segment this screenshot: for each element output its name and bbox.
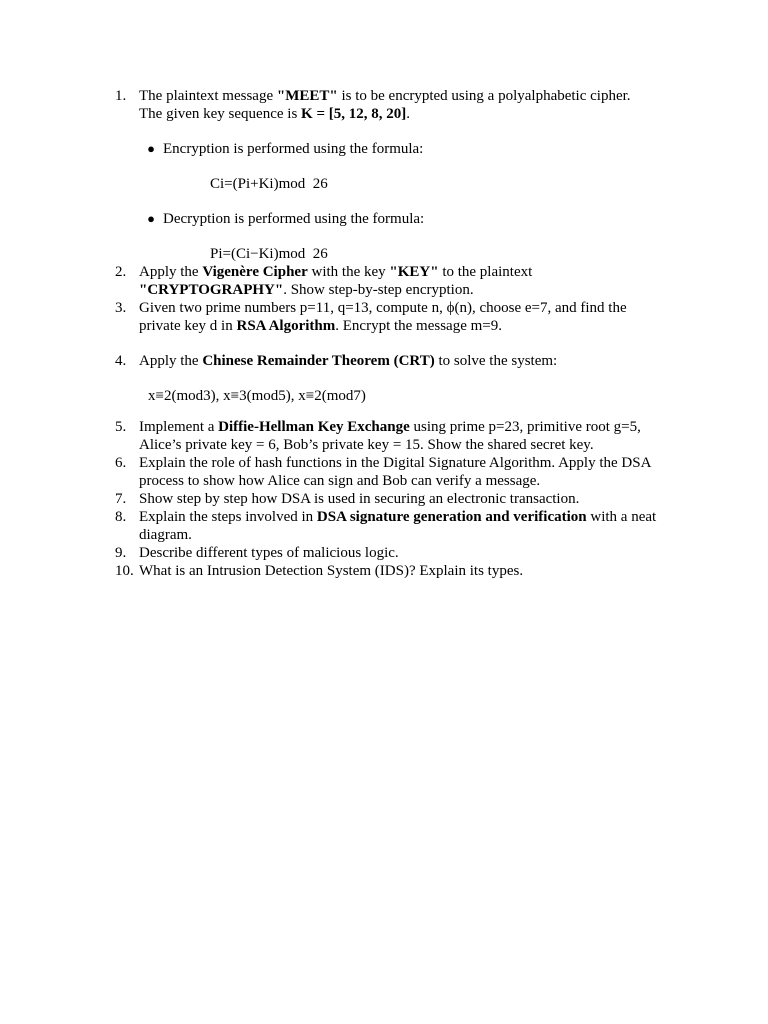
formula: Pi=(Ci−Ki)mod 26 (210, 246, 328, 262)
item-number: 2. (115, 264, 127, 280)
list-item (115, 299, 695, 335)
bullet-item: ● Decryption is performed using the formula: (139, 210, 695, 228)
item-text: Show step by step how DSA is used in securing an electronic transaction. (139, 491, 580, 507)
item-number: 4. (115, 353, 127, 369)
bullet-icon: ● (147, 211, 155, 226)
item-text: What is an Intrusion Detection System (IDS)? Explain its types. (139, 563, 524, 579)
item-text: Explain the steps involved in DSA signature generation and verification with a neat diagram. (139, 509, 657, 543)
text-line: The plaintext message "MEET" is to be encrypted using a polyalphabetic cipher. (139, 88, 631, 104)
item-number: 3. (115, 300, 127, 316)
bullet-icon: ● (147, 141, 155, 156)
list-item (115, 508, 695, 544)
item-text: Apply the Vigenère Cipher with the key "KEY" to the plaintext "CRYPTOGRAPHY". Show step-by-step encryption. (139, 264, 533, 298)
list-item (115, 490, 695, 508)
list-item (115, 263, 695, 299)
item-text: Implement a Diffie-Hellman Key Exchange using prime p=23, primitive root g=5, Alice’s private key = 6, Bob’s private key = 15. Show the shared secret key. (139, 419, 641, 453)
item-text: Given two prime numbers p=11, q=13, compute n, ϕ(n), choose e=7, and find the private key d in RSA Algorithm. Encrypt the message m=9. (139, 300, 627, 334)
question-list (115, 87, 695, 580)
item-text: Apply the Chinese Remainder Theorem (CRT) to solve the system: (139, 353, 558, 369)
item-number: 5. (115, 419, 127, 435)
item-number: 9. (115, 545, 127, 561)
item-number: 10. (115, 563, 134, 579)
list-item (115, 454, 695, 490)
list-item (115, 418, 695, 454)
formula: Ci=(Pi+Ki)mod 26 (210, 176, 328, 192)
list-item (115, 87, 695, 263)
item-text: Describe different types of malicious logic. (139, 545, 399, 561)
bullet-item: ● Encryption is performed using the formula: (139, 140, 695, 158)
list-item (115, 562, 695, 580)
list-item (115, 544, 695, 562)
item-number: 7. (115, 491, 127, 507)
item-text: Explain the role of hash functions in the Digital Signature Algorithm. Apply the DSA process to show how Alice can sign and Bob can verify a message. (139, 455, 652, 489)
list-item (115, 352, 695, 370)
item-number: 1. (115, 88, 127, 104)
item-number: 8. (115, 509, 127, 525)
text-line: The given key sequence is K = [5, 12, 8, 20]. (139, 106, 410, 122)
item-text (139, 87, 695, 263)
crt-equation: x≡2(mod3), x≡3(mod5), x≡2(mod7) (148, 388, 366, 404)
item-number: 6. (115, 455, 127, 471)
